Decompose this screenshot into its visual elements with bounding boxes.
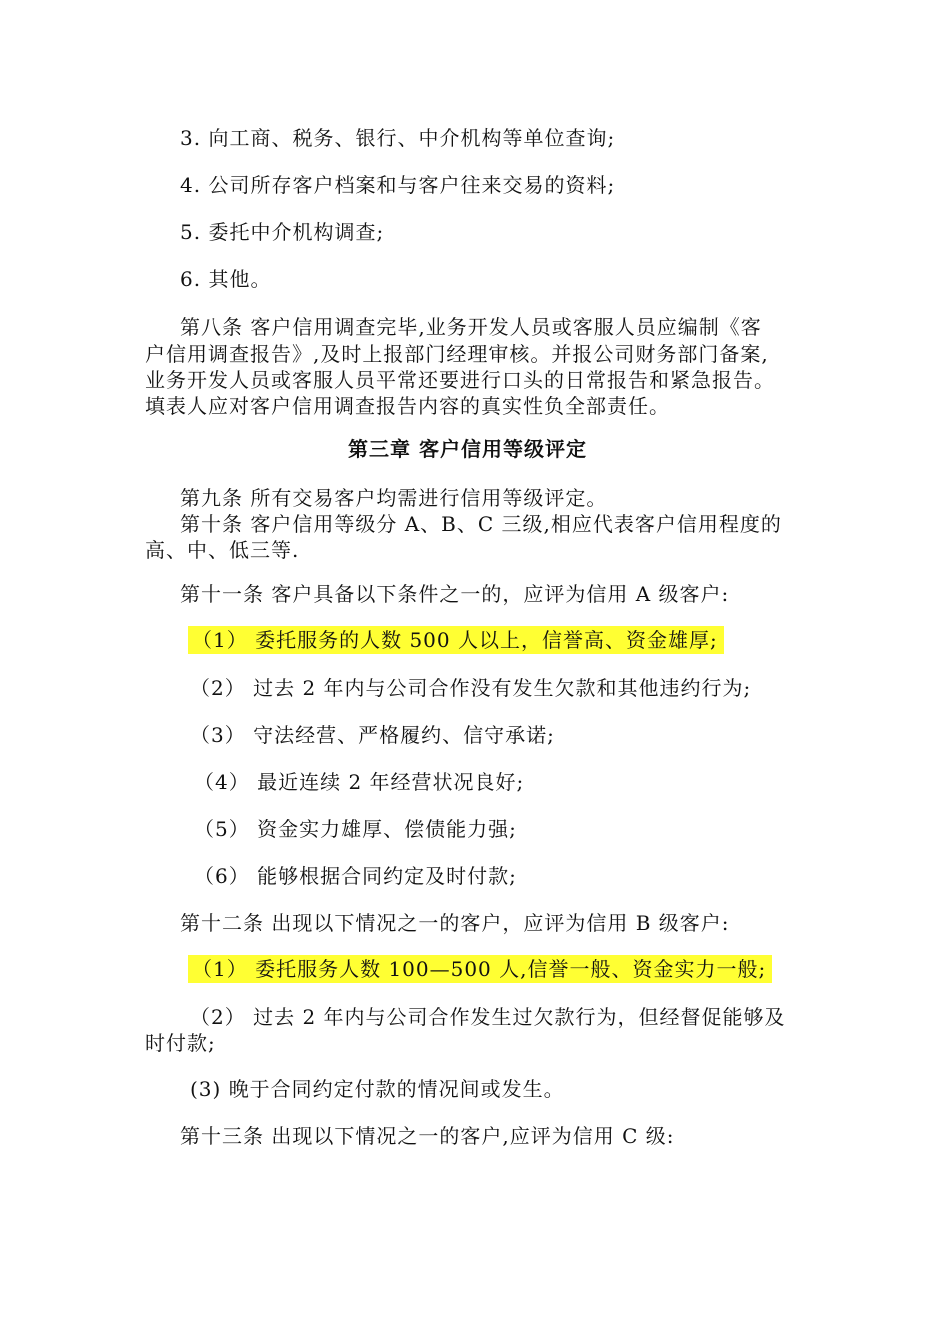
condition-item: （2） 过去 2 年内与公司合作没有发生欠款和其他违约行为; [190,676,752,700]
list-item: 3. 向工商、税务、银行、中介机构等单位查询; [180,126,616,150]
article-8-line: 填表人应对客户信用调查报告内容的真实性负全部责任。 [145,394,670,418]
condition-item: (3) 晚于合同约定付款的情况间或发生。 [190,1077,565,1101]
highlighted-condition: （1） 委托服务的人数 500 人以上，信誉高、资金雄厚; [188,626,724,654]
article-11-intro: 第十一条 客户具备以下条件之一的，应评为信用 A 级客户: [180,582,730,606]
condition-item-continuation: 时付款; [145,1031,216,1055]
condition-item: （2） 过去 2 年内与公司合作发生过欠款行为，但经督促能够及 [190,1005,786,1029]
list-item: 4. 公司所存客户档案和与客户往来交易的资料; [180,173,616,197]
article-9: 第九条 所有交易客户均需进行信用等级评定。 [180,486,608,510]
article-12-intro: 第十二条 出现以下情况之一的客户，应评为信用 B 级客户: [180,911,730,935]
condition-item: （4） 最近连续 2 年经营状况良好; [194,770,525,794]
article-8-line: 第八条 客户信用调查完毕,业务开发人员或客服人员应编制《客 [180,315,762,339]
article-13-intro: 第十三条 出现以下情况之一的客户,应评为信用 C 级: [180,1124,675,1148]
article-8-line: 户信用调查报告》,及时上报部门经理审核。并报公司财务部门备案, [145,342,769,366]
article-8-line: 业务开发人员或客服人员平常还要进行口头的日常报告和紧急报告。 [145,368,775,392]
article-10-line: 高、中、低三等. [145,538,300,562]
list-item: 6. 其他。 [180,267,272,291]
condition-item: （3） 守法经营、严格履约、信守承诺; [190,723,555,747]
condition-item: （6） 能够根据合同约定及时付款; [194,864,517,888]
condition-item [188,957,772,981]
condition-item: （5） 资金实力雄厚、偿债能力强; [194,817,517,841]
chapter-title: 第三章 客户信用等级评定 [348,437,587,461]
highlighted-condition: （1） 委托服务人数 100—500 人,信誉一般、资金实力一般; [188,955,772,983]
condition-item [188,628,724,652]
article-10-line: 第十条 客户信用等级分 A、B、C 三级,相应代表客户信用程度的 [180,512,782,536]
list-item: 5. 委托中介机构调查; [180,220,385,244]
